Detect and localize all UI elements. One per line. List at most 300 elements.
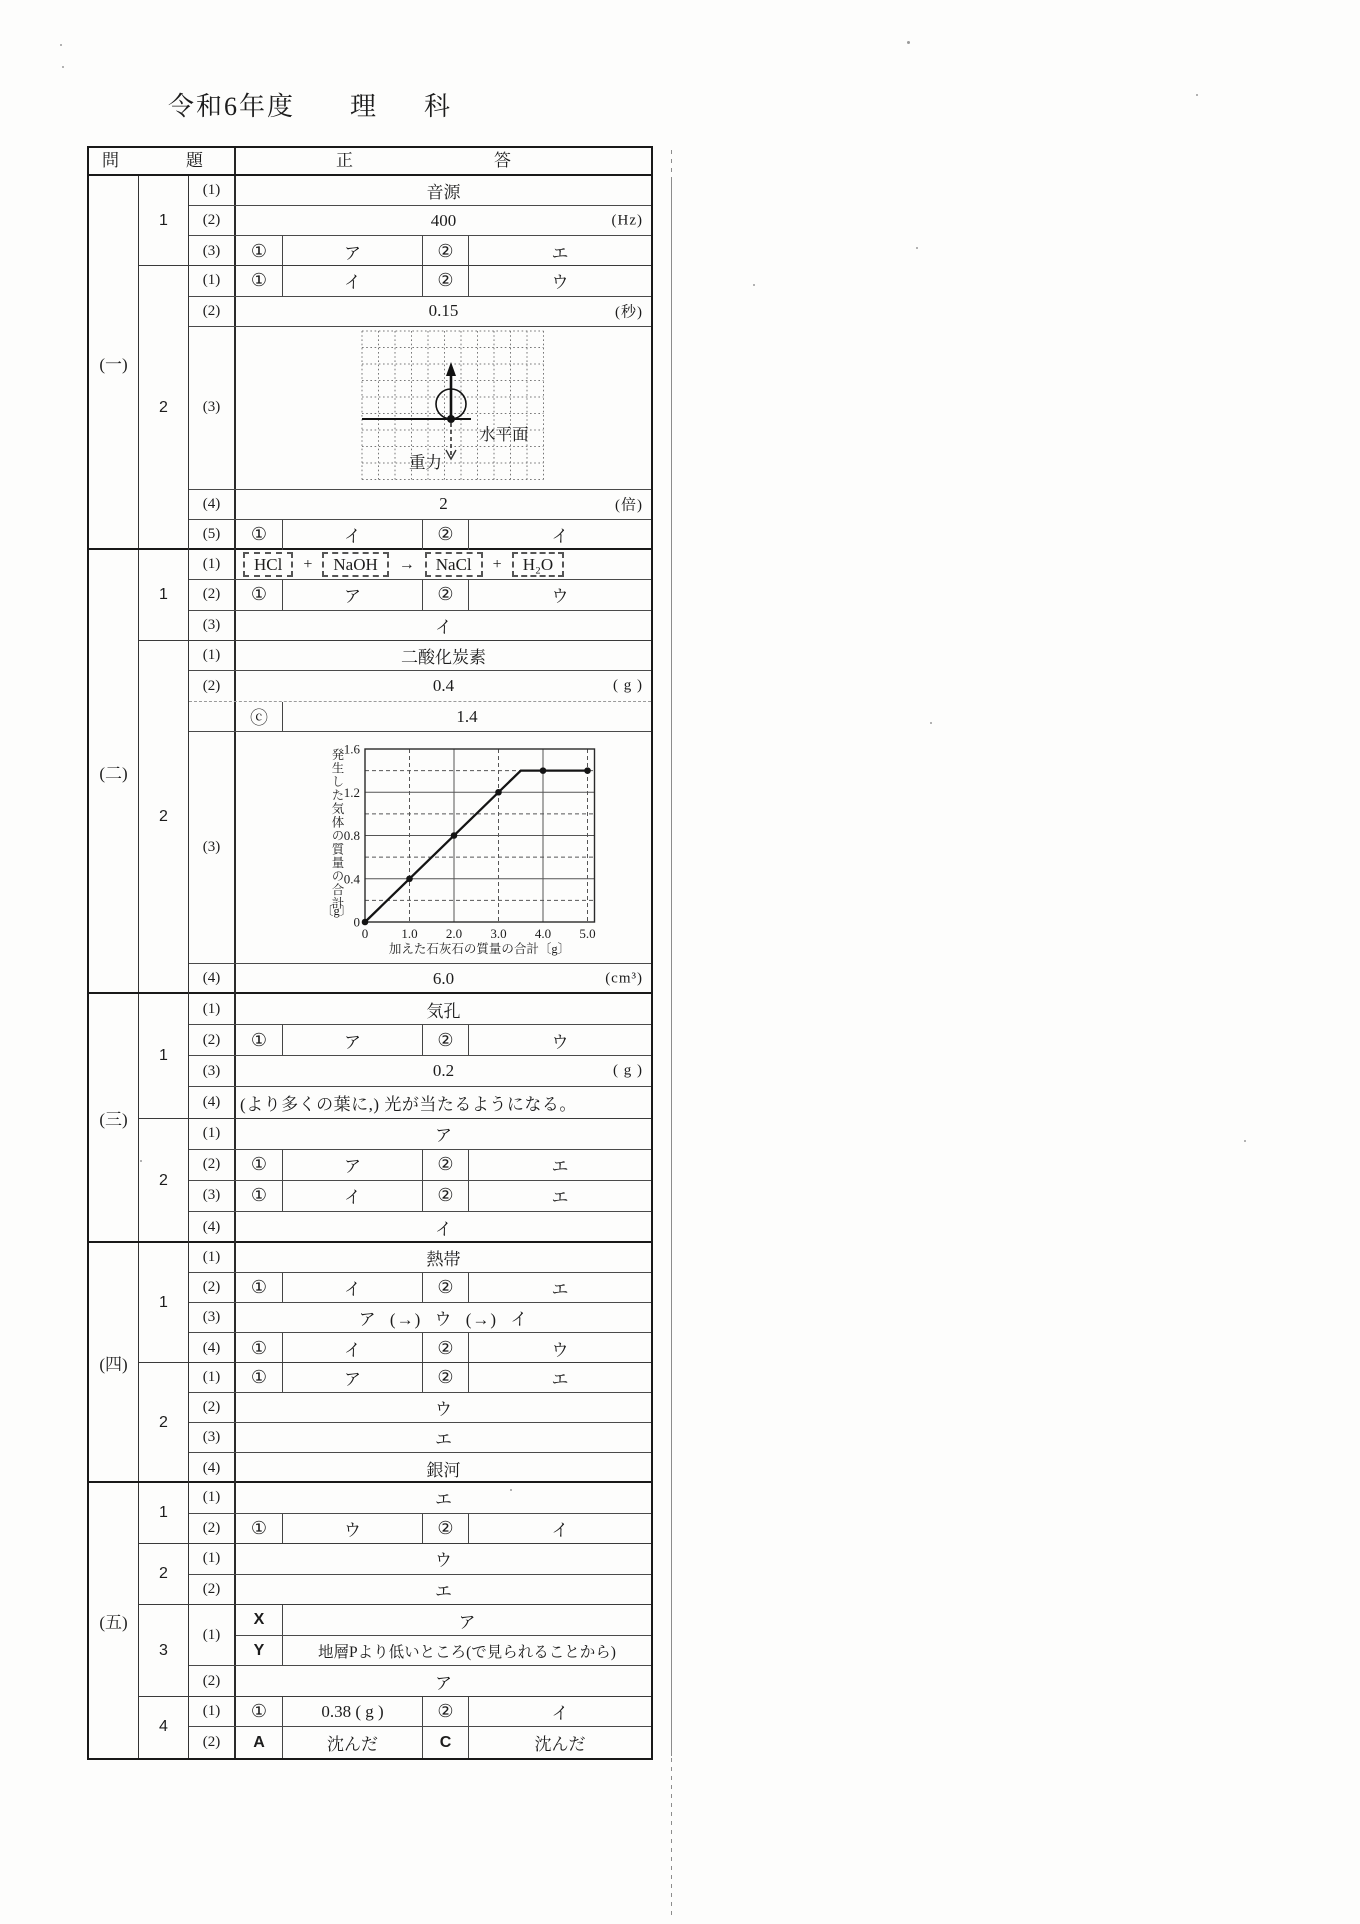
answer-cell: [236, 490, 651, 519]
answer-value: イ: [435, 1219, 452, 1239]
item-number-label: (4): [202, 1339, 221, 1356]
answer-cell: [236, 1605, 651, 1665]
table-body: [89, 176, 651, 1758]
answer-row: [189, 490, 651, 520]
item-number-cell: [189, 1243, 236, 1272]
header-label-mon: 問: [102, 151, 119, 170]
answer-value-cell: [469, 580, 651, 609]
answer-value: ア: [344, 243, 361, 263]
item-number-label: (4): [202, 1094, 221, 1111]
answer-value: イ: [344, 1188, 361, 1208]
item-number-cell: [189, 1212, 236, 1243]
item-number-cell: [189, 641, 236, 670]
answer-row: [189, 1025, 651, 1056]
answer-value: エ: [551, 1280, 569, 1299]
answer-row: [189, 732, 651, 964]
answer-key: ②: [437, 240, 454, 261]
answer-value-cell: [283, 266, 423, 295]
answer-key: A: [253, 1733, 265, 1751]
answer-row: [189, 1333, 651, 1363]
subquestion-1: [139, 176, 651, 266]
item-number-cell: [189, 176, 236, 205]
item-number-label: (1): [202, 1125, 221, 1142]
answer-key-cell: [236, 1605, 283, 1635]
answer-value-area: [236, 994, 651, 1024]
answer-value: 0.15: [428, 301, 459, 321]
item-number-cell: [189, 702, 236, 730]
answer-key-cell: [236, 266, 283, 295]
answer-cell: [236, 236, 651, 266]
section-1: [89, 176, 651, 550]
answer-key: ①: [250, 1701, 268, 1722]
answer-key-cell: [236, 1025, 283, 1055]
answer-row: [189, 550, 651, 580]
answer-value-cell: [283, 1333, 423, 1363]
answer-row: [189, 176, 651, 206]
section-number-label: (四): [99, 1354, 128, 1374]
answer-value-cell: [283, 1273, 423, 1302]
answer-value: イ: [344, 527, 361, 547]
answer-value-cell: [283, 1363, 423, 1392]
answer-key-cell: [236, 1150, 283, 1180]
answer-cell: [236, 1273, 651, 1302]
item-number-label: (2): [202, 1520, 221, 1537]
answer-rows: [189, 1697, 651, 1758]
item-number-label: (4): [202, 1459, 221, 1476]
answer-value-cell: [469, 1273, 651, 1302]
x-tick-label: 1.0: [401, 925, 418, 941]
answer-value: ア: [344, 587, 361, 607]
answer-value-area: [236, 964, 651, 994]
answer-key-cell: [423, 1727, 469, 1758]
answer-cell: [236, 1212, 651, 1243]
answer-key: Y: [253, 1641, 265, 1659]
answer-value: エ: [551, 1370, 569, 1389]
y-tick-label: 0: [353, 914, 360, 930]
answer-cell: [236, 1119, 651, 1149]
answer-unit: (Hz): [611, 212, 643, 229]
answer-row: [189, 206, 651, 236]
answer-value: イ: [551, 1521, 569, 1541]
answer-key: ②: [437, 1185, 454, 1206]
section-number-cell: [89, 176, 139, 548]
answer-value: ウ: [551, 1340, 569, 1360]
subquestion-2: [139, 1119, 651, 1244]
answer-value: 0.2: [432, 1061, 455, 1081]
chemical-equation: [236, 550, 651, 579]
item-number-label: (1): [202, 1369, 221, 1385]
answer-key-cell: [423, 1025, 469, 1055]
answer-cell: [236, 580, 651, 609]
item-number-cell: [189, 327, 236, 489]
scan-speck: [753, 284, 755, 286]
answer-value: 6.0: [432, 968, 455, 988]
answer-key: X: [253, 1611, 265, 1628]
answer-cell: [236, 1087, 651, 1118]
answer-key: ①: [250, 1518, 268, 1539]
answer-key-cell: [423, 1150, 469, 1180]
answer-value: ウ: [551, 587, 569, 607]
answer-cell: [236, 994, 651, 1024]
section-subquestions: [139, 994, 651, 1241]
section-subquestions: [139, 1243, 651, 1481]
item-number-label: (2): [202, 212, 221, 229]
answer-value-area: [236, 1303, 651, 1332]
answer-row: [189, 1423, 651, 1453]
subquestion-number-label: 1: [159, 211, 168, 229]
section-number-label: (三): [99, 1110, 128, 1129]
answer-row: [189, 1605, 651, 1666]
answer-value: ア: [344, 1370, 361, 1389]
answer-row: [189, 1150, 651, 1181]
section-number-label: (一): [99, 354, 128, 374]
item-number-label: (1): [202, 1489, 221, 1506]
item-number-label: (2): [202, 1156, 221, 1173]
answer-row: [189, 1727, 651, 1758]
answer-key-cell: [236, 1636, 283, 1666]
answer-value-cell: [283, 1514, 423, 1545]
answer-row: [189, 266, 651, 296]
x-tick-label: 0: [361, 925, 369, 941]
answer-text-area: [236, 1087, 651, 1118]
section-number-label: (二): [99, 763, 128, 783]
answer-cell: [236, 1363, 651, 1392]
subquestion-number-cell: [139, 1119, 189, 1244]
answer-value: ウ: [435, 1551, 452, 1571]
subquestion-2: [139, 641, 651, 994]
answer-unit: (cm³): [605, 970, 643, 987]
answer-key-cell: [236, 1514, 283, 1545]
equation-formula-box: H₂O: [512, 552, 564, 577]
answer-key: ②: [437, 1277, 454, 1297]
subquestion-1: [139, 1243, 651, 1363]
item-number-label: (1): [202, 1550, 221, 1567]
answer-value-area: [236, 641, 651, 670]
subquestion-2: [139, 266, 651, 550]
answer-rows: [189, 1119, 651, 1244]
answer-cell: [236, 1393, 651, 1422]
header-label-dai: 題: [186, 151, 203, 170]
item-number-cell: [189, 1303, 236, 1332]
item-number-cell: [189, 1697, 236, 1727]
fold-line: [671, 178, 672, 1756]
answer-cell: [236, 1025, 651, 1055]
subquestion-number-label: 3: [159, 1641, 168, 1659]
answer-key-cell: [423, 1514, 469, 1545]
section-4: [89, 1243, 651, 1483]
answer-cell: [236, 1575, 651, 1606]
answer-key-cell: [423, 1697, 469, 1727]
item-number-label: (1): [202, 556, 221, 573]
answer-value-cell: [283, 1025, 423, 1055]
answer-row: [189, 994, 651, 1025]
answer-value-area: [236, 1666, 651, 1697]
subquestion-number-cell: [139, 1544, 189, 1604]
subquestion-4: [139, 1697, 651, 1758]
answer-unit: ( g ): [613, 677, 643, 694]
answer-value: 音源: [426, 183, 461, 203]
answer-cell: [236, 1303, 651, 1332]
answer-key: ①: [250, 1367, 268, 1387]
answer-cell: [236, 1333, 651, 1363]
scan-speck: [140, 1160, 142, 1162]
subquestion-number-label: 4: [159, 1718, 168, 1736]
answer-cell: [236, 671, 651, 701]
answer-cell: [236, 611, 651, 641]
answer-value-cell: [283, 236, 423, 266]
item-number-label: (2): [202, 302, 221, 319]
fold-line-bottom: [671, 1758, 672, 1920]
answer-value-area: [283, 1636, 651, 1666]
section-number-cell: [89, 1243, 139, 1481]
answer-value: 銀河: [426, 1460, 461, 1480]
answer-key-cell: [423, 1363, 469, 1392]
answer-key: ②: [437, 584, 454, 605]
answer-value-cell: [469, 1181, 651, 1211]
item-number-label: (2): [202, 1279, 221, 1295]
item-number-label: (4): [202, 970, 221, 987]
answer-key: C: [439, 1733, 452, 1751]
answer-value-area: [236, 206, 651, 235]
item-number-label: (3): [202, 617, 221, 634]
answer-cell: [236, 266, 651, 295]
answer-value-area: [236, 611, 651, 641]
item-number-label: (2): [202, 677, 221, 694]
subquestion-number-label: 1: [159, 1293, 168, 1311]
answer-key-cell: [423, 1181, 469, 1211]
answer-table: [87, 146, 653, 1760]
table-header-row: [89, 148, 651, 176]
answer-row: [189, 1363, 651, 1393]
answer-value-cell: [469, 520, 651, 550]
item-number-label: (3): [202, 1062, 221, 1079]
answer-key: ②: [437, 270, 454, 291]
answer-row: [189, 1087, 651, 1118]
answer-row: [189, 1666, 651, 1697]
answer-rows: [189, 1544, 651, 1604]
scan-speck: [62, 66, 64, 68]
section-number-cell: [89, 1483, 139, 1758]
answer-cell: [236, 1514, 651, 1545]
answer-value-cell: [469, 1150, 651, 1180]
answer-value: イ: [344, 1340, 361, 1360]
answer-cell: [236, 1423, 651, 1452]
scan-speck: [1196, 94, 1198, 96]
answer-row: [189, 1303, 651, 1333]
answer-value-cell: [469, 1333, 651, 1363]
answer-value: ア: [458, 1612, 476, 1632]
item-number-label: (1): [202, 1626, 221, 1643]
section-number-cell: [89, 994, 139, 1241]
item-number-cell: [189, 611, 236, 641]
answer-cell: [236, 1727, 651, 1758]
scan-speck: [510, 1489, 512, 1491]
subquestion-2: [139, 1363, 651, 1483]
answer-value-area: [236, 1056, 651, 1086]
item-number-label: (3): [202, 1187, 221, 1204]
force-diagram-cell: [236, 327, 651, 489]
answer-value-area: [236, 1393, 651, 1422]
subquestion-number-cell: [139, 1483, 189, 1543]
answer-row: [189, 1393, 651, 1423]
answer-key: ②: [437, 1367, 454, 1387]
y-tick-label: 0.8: [343, 827, 360, 843]
item-number-cell: [189, 297, 236, 326]
title-era: 令和6年度: [168, 92, 296, 121]
scan-speck: [907, 41, 910, 44]
item-number-cell: [189, 490, 236, 519]
scan-speck: [930, 722, 932, 724]
answer-value: イ: [551, 1704, 569, 1724]
y-tick-label: 1.2: [343, 784, 360, 800]
answer-cell: [236, 206, 651, 235]
item-number-label: (3): [202, 1309, 221, 1325]
answer-key-cell: [236, 1273, 283, 1302]
item-number-label: (1): [202, 272, 221, 289]
y-tick-label: 0.4: [343, 870, 360, 886]
answer-cell: [236, 1544, 651, 1574]
answer-value: エ: [551, 243, 569, 263]
answer-key-cell: [423, 1333, 469, 1363]
answer-row: [189, 671, 651, 701]
item-number-cell: [189, 994, 236, 1024]
answer-key-cell: [423, 520, 469, 550]
subquestion-number-label: 2: [159, 1414, 168, 1431]
answer-value: ア: [344, 1157, 361, 1177]
section-3: [89, 994, 651, 1243]
answer-key: ①: [250, 524, 268, 545]
item-number-label: (2): [202, 1673, 221, 1690]
equation-operator: →: [398, 555, 415, 573]
answer-value-area: [236, 671, 651, 701]
answer-value-cell: [469, 1025, 651, 1055]
item-number-cell: [189, 732, 236, 963]
item-number-label: (1): [202, 182, 221, 199]
subquestion-2: [139, 1544, 651, 1605]
subquestion-number-cell: [139, 176, 189, 265]
item-number-label: (2): [202, 1581, 221, 1598]
answer-text: (より多くの葉に,) 光が当たるようになる。: [240, 1095, 577, 1115]
item-number-cell: [189, 1119, 236, 1149]
answer-key-cell: [423, 580, 469, 609]
force-diagram: [236, 327, 651, 490]
answer-rows: [189, 550, 651, 640]
item-number-cell: [189, 1727, 236, 1758]
equation-operator: +: [303, 555, 313, 573]
answer-key-cell: [236, 702, 283, 730]
subquestion-number-cell: [139, 266, 189, 550]
item-number-label: (4): [202, 1218, 221, 1235]
answer-key: ②: [437, 1154, 454, 1175]
equation-formula-box: HCl: [243, 552, 293, 577]
answer-value-area: [283, 1605, 651, 1635]
answer-value: エ: [435, 1430, 452, 1449]
answer-value-area: [236, 1119, 651, 1149]
answer-value: エ: [435, 1490, 452, 1510]
answer-value: 地層Pより低いところ(で見られることから): [318, 1643, 616, 1661]
answer-cell: [236, 964, 651, 994]
answer-cell: [236, 1666, 651, 1697]
answer-value: ウ: [551, 1032, 569, 1052]
subquestion-number-label: 2: [159, 808, 168, 826]
subquestion-1: [139, 1483, 651, 1544]
x-tick-label: 5.0: [579, 925, 596, 941]
answer-rows: [189, 1483, 651, 1543]
answer-value-area: [236, 1544, 651, 1574]
answer-value: 400: [430, 210, 457, 230]
answer-cell: [236, 1181, 651, 1211]
scan-speck: [60, 44, 62, 46]
subquestion-number-cell: [139, 1363, 189, 1483]
subquestion-number-cell: [139, 994, 189, 1118]
answer-value: イ: [435, 618, 452, 638]
item-number-cell: [189, 1150, 236, 1180]
answer-value-area: [236, 297, 651, 326]
item-number-cell: [189, 1273, 236, 1302]
answer-value-cell: [469, 1697, 651, 1727]
item-number-label: (5): [202, 526, 221, 543]
answer-cell: [236, 702, 651, 730]
subquestion-number-label: 1: [159, 585, 168, 603]
answer-value-cell: [283, 1697, 423, 1727]
answer-value: 熱帯: [426, 1250, 461, 1269]
answer-key-cell: [236, 520, 283, 550]
answer-value: ア: [435, 1674, 452, 1694]
answer-value-cell: [469, 1514, 651, 1545]
answer-row: [189, 1544, 651, 1575]
answer-key: ①: [250, 1277, 268, 1297]
item-number-cell: [189, 1453, 236, 1483]
item-number-cell: [189, 1423, 236, 1452]
answer-value: エ: [435, 1582, 452, 1602]
answer-key: ①: [250, 584, 268, 605]
answer-key: ①: [250, 1185, 268, 1206]
answer-value-area: [236, 1453, 651, 1483]
subquestion-number-label: 2: [159, 1171, 168, 1189]
answer-cell: [236, 1697, 651, 1727]
answer-key-cell: [236, 1333, 283, 1363]
table-header-answer: [236, 148, 651, 174]
section-2: [89, 550, 651, 994]
answer-value-area: [236, 1483, 651, 1513]
answer-value-cell: [469, 236, 651, 266]
item-number-label: (1): [202, 646, 221, 663]
answer-row: [189, 1273, 651, 1303]
answer-key-cell: [236, 1697, 283, 1727]
answer-cell: [236, 1150, 651, 1180]
answer-value-cell: [469, 1727, 651, 1758]
answer-cell: [236, 1243, 651, 1272]
answer-row: [189, 611, 651, 641]
equation-operator: +: [492, 555, 502, 573]
answer-key-cell: [236, 236, 283, 266]
answer-key-cell: [236, 580, 283, 609]
answer-key-cell: [236, 1363, 283, 1392]
item-number-label: (2): [202, 1399, 221, 1415]
item-number-label: (3): [202, 1429, 221, 1445]
item-number-cell: [189, 206, 236, 235]
item-number-label: (1): [202, 1249, 221, 1265]
item-number-cell: [189, 580, 236, 609]
answer-value-cell: [469, 266, 651, 295]
answer-cell: [236, 520, 651, 550]
answer-value: 沈んだ: [534, 1735, 586, 1755]
answer-rows: [189, 1363, 651, 1483]
subquestion-number-cell: [139, 1697, 189, 1758]
item-number-cell: [189, 1605, 236, 1665]
answer-value: 二酸化炭素: [401, 647, 486, 667]
item-number-label: (4): [202, 495, 221, 512]
